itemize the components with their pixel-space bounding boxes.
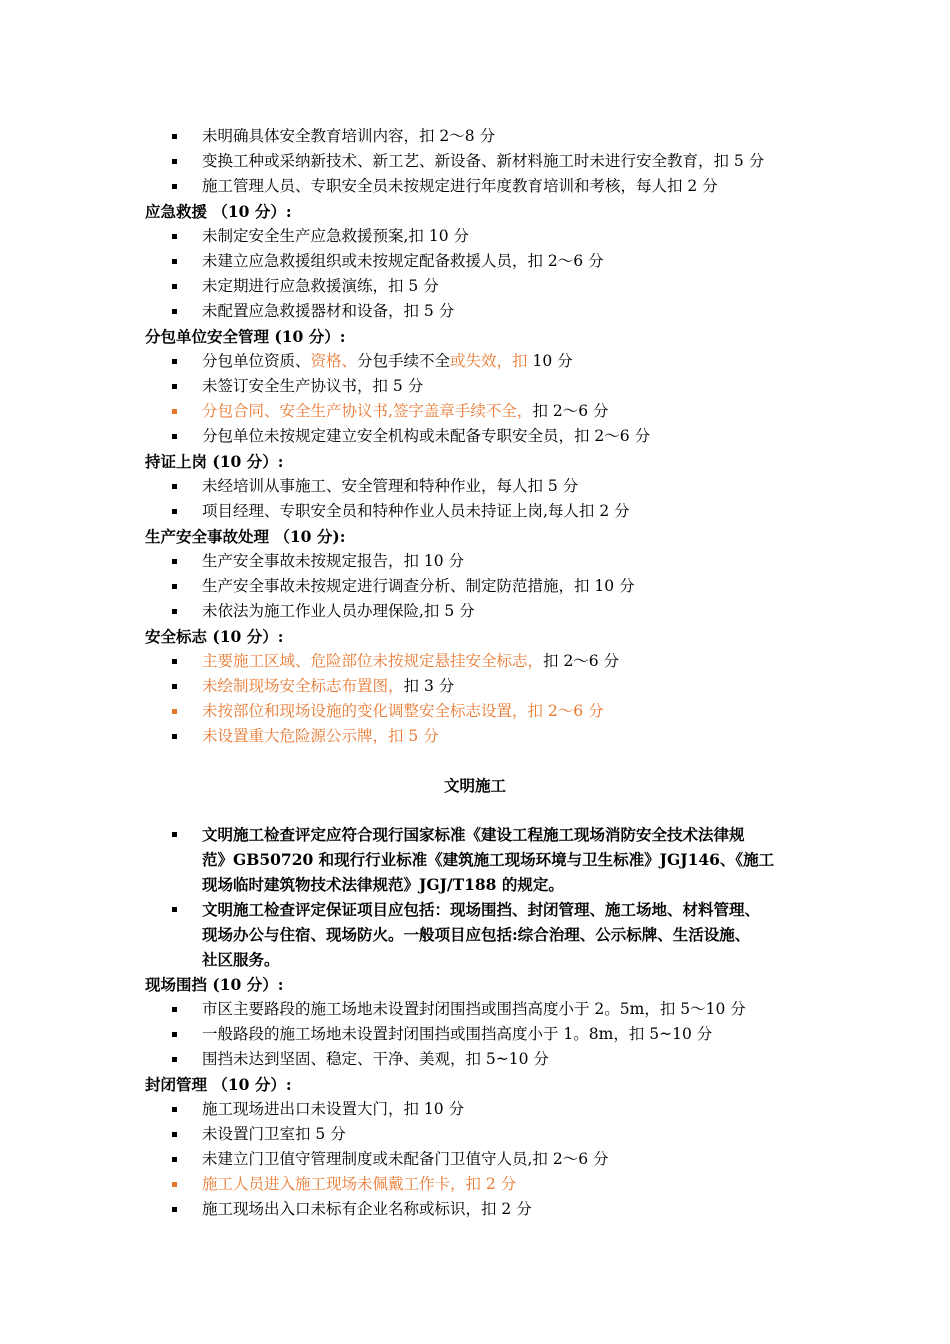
rule-text (202, 847, 774, 872)
list-item (202, 424, 650, 449)
line-text: 扣 3 分 (403, 677, 455, 695)
bullet-icon (172, 584, 177, 589)
bullet-icon (172, 384, 177, 389)
list-item (202, 349, 573, 374)
list-item (202, 474, 578, 499)
line-text: 市区主要路段的施工场地未设置封闭围挡或围挡高度小于 2。5m，扣 5～10 分 (202, 1000, 746, 1018)
bullet-icon (172, 709, 177, 714)
section-heading (145, 624, 283, 649)
highlighted-text: 资格、 (310, 352, 358, 370)
list-item (202, 1172, 516, 1197)
list-item (202, 274, 439, 299)
list-item (202, 174, 718, 199)
highlighted-text: 施工人员进入施工现场未佩戴工作卡，扣 2 分 (202, 1175, 517, 1193)
rule-text (202, 922, 750, 947)
bullet-icon (172, 509, 177, 514)
line-text: 一般路段的施工场地未设置封闭围挡或围挡高度小于 1。8m，扣 5~10 分 (202, 1025, 713, 1043)
line-text: 施工现场出入口未标有企业名称或标识，扣 2 分 (202, 1200, 532, 1218)
line-text: 围挡未达到坚固、稳定、干净、美观，扣 5~10 分 (202, 1050, 549, 1068)
bullet-icon (172, 1132, 177, 1137)
line-text: 施工管理人员、专职安全员未按规定进行年度教育培训和考核，每人扣 2 分 (202, 177, 718, 195)
list-item (202, 249, 604, 274)
bullet-icon (172, 684, 177, 689)
list-item (202, 374, 423, 399)
line-text: 项目经理、专职安全员和特种作业人员未持证上岗,每人扣 2 分 (202, 502, 630, 520)
highlighted-text: 分包合同、安全生产协议书,签字盖章手续不全， (202, 402, 533, 420)
bullet-icon (172, 1207, 177, 1212)
rule-text (202, 872, 564, 897)
highlighted-text: 未设置重大危险源公示牌，扣 5 分 (202, 727, 439, 745)
line-text: 扣 2～6 分 (543, 652, 620, 670)
bullet-icon (172, 159, 177, 164)
list-item (202, 1147, 609, 1172)
bullet-icon (172, 1107, 177, 1112)
line-text: 现场临时建筑物技术法律规范》JGJ/T188 的规定。 (202, 875, 564, 894)
bullet-icon (172, 1032, 177, 1037)
list-item (202, 224, 469, 249)
line-text: 未明确具体安全教育培训内容，扣 2～8 分 (202, 127, 496, 145)
bullet-icon (172, 184, 177, 189)
rule-text (202, 822, 745, 847)
list-item (202, 1097, 464, 1122)
list-item (202, 649, 619, 674)
section-heading (145, 449, 283, 474)
line-text: 范》GB50720 和现行行业标准《建筑施工现场环境与卫生标准》JGJ146、《施工 (202, 850, 775, 869)
section-heading (145, 1072, 292, 1097)
list-item (202, 549, 464, 574)
bullet-icon (172, 559, 177, 564)
line-text: 扣 2～6 分 (532, 402, 609, 420)
list-item (202, 299, 454, 324)
section-heading (145, 199, 292, 224)
line-text: 10 分 (527, 352, 573, 370)
bullet-icon (172, 832, 177, 837)
list-item (202, 499, 630, 524)
line-text: 未依法为施工作业人员办理保险,扣 5 分 (202, 602, 475, 620)
line-text: 施工现场进出口未设置大门，扣 10 分 (202, 1100, 465, 1118)
bullet-icon (172, 259, 177, 264)
line-text: 现场围挡 (10 分）: (145, 975, 284, 994)
line-text: 生产安全事故处理 （10 分): (145, 527, 346, 546)
list-item (202, 399, 609, 424)
highlighted-text: 或失效，扣 (450, 352, 528, 370)
line-text: 生产安全事故未按规定进行调查分析、制定防范措施，扣 10 分 (202, 577, 635, 595)
bullet-icon (172, 309, 177, 314)
list-item (202, 1122, 346, 1147)
line-text: 生产安全事故未按规定报告，扣 10 分 (202, 552, 465, 570)
bullet-icon (172, 609, 177, 614)
line-text: 文明施工检查评定应符合现行国家标准《建设工程施工现场消防安全技术法律规 (202, 825, 745, 844)
line-text: 应急救援 （10 分）: (145, 202, 292, 221)
line-text: 现场办公与住宿、现场防火。一般项目应包括:综合治理、公示标牌、生活设施、 (202, 925, 751, 944)
line-text: 变换工种或采纳新技术、新工艺、新设备、新材料施工时未进行安全教育，扣 5 分 (202, 152, 765, 170)
line-text: 分包单位资质、 (202, 352, 311, 370)
line-text: 社区服务。 (202, 950, 280, 969)
line-text: 未配置应急救援器材和设备，扣 5 分 (202, 302, 455, 320)
bullet-icon (172, 734, 177, 739)
list-item (202, 149, 764, 174)
line-text: 文明施工检查评定保证项目应包括：现场围挡、封闭管理、施工场地、材料管理、 (202, 900, 761, 919)
bullet-icon (172, 134, 177, 139)
line-text: 文明施工 (443, 776, 506, 795)
line-text: 未建立门卫值守管理制度或未配备门卫值守人员,扣 2～6 分 (202, 1150, 609, 1168)
highlighted-text: 主要施工区域、危险部位未按规定悬挂安全标志， (202, 652, 544, 670)
highlighted-text: 未按部位和现场设施的变化调整安全标志设置，扣 2～6 分 (202, 702, 604, 720)
line-text: 安全标志 (10 分）: (145, 627, 284, 646)
bullet-icon (172, 359, 177, 364)
line-text: 分包单位未按规定建立安全机构或未配备专职安全员，扣 2～6 分 (202, 427, 651, 445)
section-heading (145, 324, 345, 349)
line-text: 未定期进行应急救援演练，扣 5 分 (202, 277, 439, 295)
line-text: 封闭管理 （10 分）: (145, 1075, 292, 1094)
line-text: 分包手续不全 (357, 352, 451, 370)
line-text: 未建立应急救援组织或未按规定配备救援人员，扣 2～6 分 (202, 252, 604, 270)
line-text: 未签订安全生产协议书，扣 5 分 (202, 377, 424, 395)
bullet-icon (172, 1182, 177, 1187)
bullet-icon (172, 1157, 177, 1162)
list-item (202, 124, 495, 149)
bullet-icon (172, 659, 177, 664)
bullet-icon (172, 409, 177, 414)
section-title (0, 773, 950, 798)
list-item (202, 574, 635, 599)
bullet-icon (172, 234, 177, 239)
list-item (202, 724, 439, 749)
bullet-icon (172, 907, 177, 912)
bullet-icon (172, 284, 177, 289)
list-item (202, 699, 604, 724)
line-text: 分包单位安全管理 (10 分）: (145, 327, 346, 346)
section-heading (145, 972, 283, 997)
list-item (202, 1047, 549, 1072)
list-item (202, 599, 475, 624)
list-item (202, 1197, 532, 1222)
line-text: 未经培训从事施工、安全管理和特种作业，每人扣 5 分 (202, 477, 579, 495)
bullet-icon (172, 484, 177, 489)
highlighted-text: 未绘制现场安全标志布置图， (202, 677, 404, 695)
list-item (202, 674, 454, 699)
bullet-icon (172, 434, 177, 439)
rule-text (202, 947, 280, 972)
rule-text (202, 897, 760, 922)
line-text: 未设置门卫室扣 5 分 (202, 1125, 346, 1143)
bullet-icon (172, 1057, 177, 1062)
line-text: 持证上岗 (10 分）: (145, 452, 284, 471)
list-item (202, 1022, 712, 1047)
bullet-icon (172, 1007, 177, 1012)
section-heading (145, 524, 345, 549)
list-item (202, 997, 746, 1022)
line-text: 未制定安全生产应急救援预案,扣 10 分 (202, 227, 470, 245)
